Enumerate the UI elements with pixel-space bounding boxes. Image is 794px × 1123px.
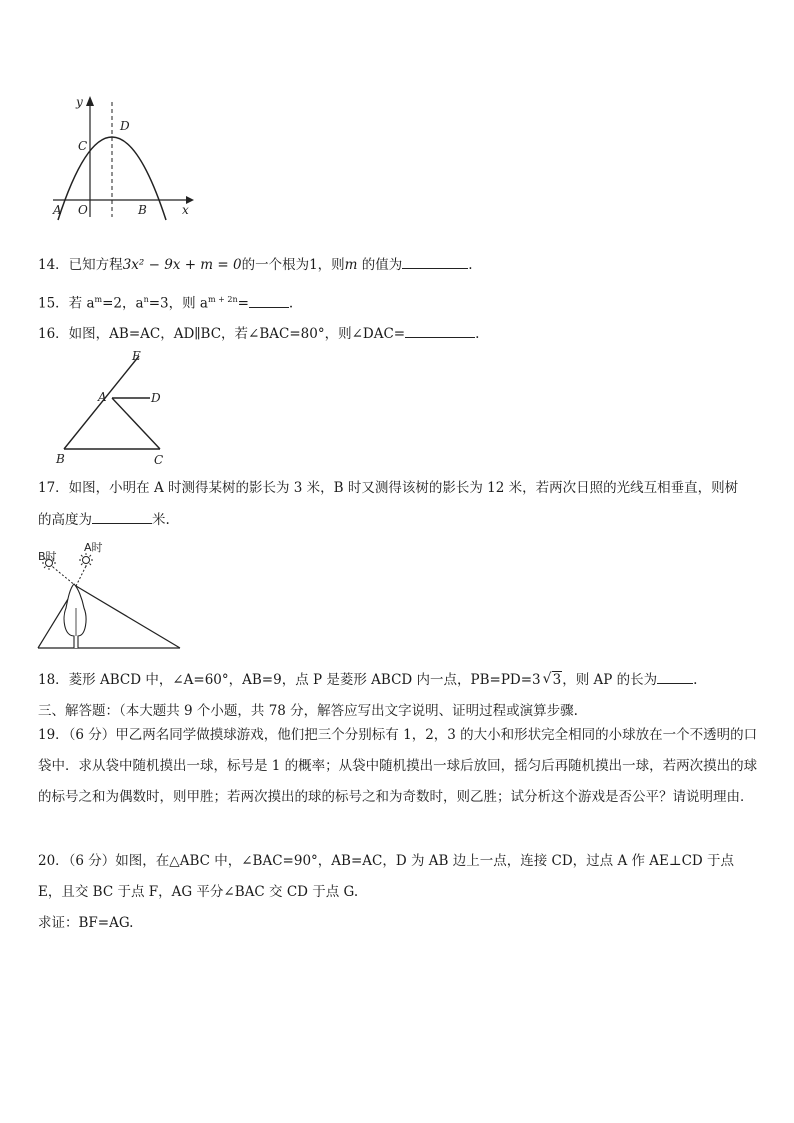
question-20: 20．（6 分）如图，在△ABC 中，∠BAC=90°，AB=AC，D 为 AB 边上一点，连接 CD，过点 A 作 AE⊥CD 于点 E，且交 BC 于点 F，AG 平分∠BAC 交 CD 于点 G. <box>38 853 735 900</box>
q17-prefix: 的高度为 <box>38 512 92 528</box>
q14-variable: m <box>344 257 358 273</box>
section-3-heading: 三、解答题：（本大题共 9 个小题，共 78 分，解答应写出文字说明、证明过程或演算步骤. <box>38 703 578 719</box>
q15-answer-blank[interactable] <box>249 293 289 308</box>
q14-answer-blank[interactable] <box>402 254 468 269</box>
point-e-label: E <box>132 349 141 363</box>
point-c-label: C <box>78 139 88 153</box>
question-17-line-2 <box>38 509 170 530</box>
q18-sqrt: √ 3 <box>542 671 562 688</box>
y-axis-label: y <box>76 95 83 109</box>
tree-icon <box>64 584 86 648</box>
q14-equation: 3x² − 9x + m = 0 <box>122 257 242 273</box>
q15-exp-sup: m + 2n <box>207 295 238 304</box>
triangle-figure <box>52 348 172 470</box>
q16-end: . <box>475 326 480 342</box>
q15-part4: = <box>237 295 249 312</box>
q18-suffix: ，则 AP 的长为 <box>562 672 658 688</box>
q18-sqrt-value: 3 <box>552 672 562 688</box>
point-b-label: B <box>138 203 147 217</box>
q15-m-sup: m <box>94 295 103 304</box>
question-16 <box>38 323 479 344</box>
q14-suffix: 的值为 <box>357 257 403 273</box>
question-20-proof: 求证：BF=AG. <box>38 915 134 931</box>
point-a-label: A <box>53 203 62 217</box>
point-d-label: D <box>120 119 130 133</box>
point-c-label: C <box>154 453 164 467</box>
q16-text: 16．如图，AB=AC，AD∥BC，若∠BAC=80°，则∠DAC= <box>38 326 406 342</box>
point-a-label: A <box>98 390 107 404</box>
q15-part3: =3，则 a <box>148 295 208 312</box>
q14-middle: 的一个根为1，则 <box>241 257 345 273</box>
b-time-label: B时 <box>38 550 57 563</box>
point-d-label: D <box>151 391 161 405</box>
q15-end: . <box>288 295 294 312</box>
point-b-label: B <box>56 452 65 466</box>
q18-prefix: 18．菱形 ABCD 中，∠A=60°，AB=9，点 P 是菱形 ABCD 内一点，PB=PD=3 <box>38 672 541 688</box>
tree-shadow-figure <box>34 538 186 654</box>
q18-end: . <box>693 672 698 688</box>
sun-a-icon <box>79 553 93 567</box>
q18-answer-blank[interactable] <box>657 669 693 684</box>
q16-answer-blank[interactable] <box>405 323 475 338</box>
question-19: 19．（6 分）甲乙两名同学做摸球游戏，他们把三个分别标有 1，2，3 的大小和形状完全相同的小球放在一个不透明的口袋中．求从袋中随机摸出一球，标号是 1 的概率；从袋中随机摸出一球后放回，摇匀后再随机摸出一球，若两次摸出的球的标号之和为偶数时，则甲胜；若两次摸出的球的标号之和为奇数时，则乙胜；试分析这个游戏是否公平？请说明理由． <box>38 727 758 805</box>
x-axis-label: x <box>182 203 189 217</box>
parabola-figure <box>48 92 198 222</box>
q15-n-sup: n <box>143 295 149 304</box>
origin-label: O <box>78 203 88 217</box>
question-18 <box>38 669 697 690</box>
question-14 <box>38 254 473 275</box>
q14-prefix: 14．已知方程 <box>38 257 123 273</box>
q17-suffix: 米. <box>152 512 170 528</box>
question-15 <box>38 290 293 314</box>
q14-end: . <box>468 257 473 273</box>
a-time-label: A时 <box>84 541 103 554</box>
q15-prefix: 15．若 a <box>38 295 95 312</box>
question-17-line-1: 17．如图，小明在 A 时测得某树的影长为 3 米，B 时又测得该树的影长为 12 米，若两次日照的光线互相垂直，则树 <box>38 480 739 496</box>
q15-part2: =2，a <box>102 295 144 312</box>
q17-answer-blank[interactable] <box>92 509 152 524</box>
